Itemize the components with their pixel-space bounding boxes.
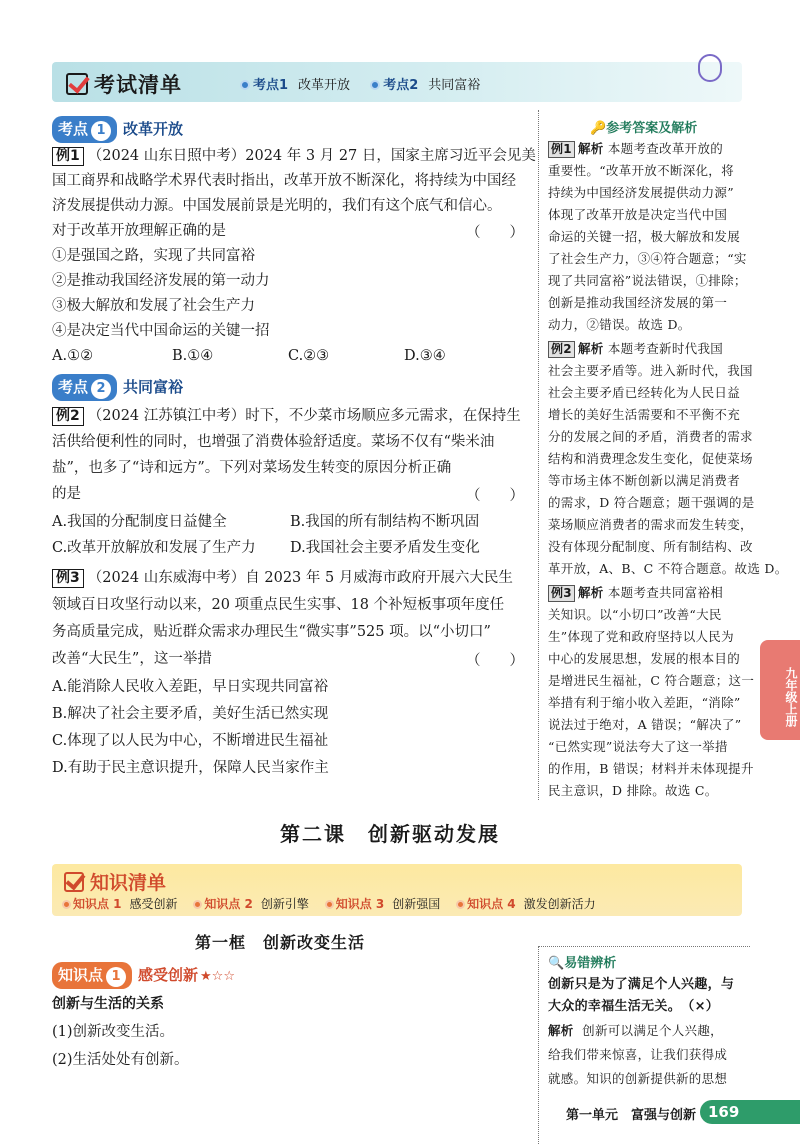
example-1-line: 国工商界和战略学术界代表时指出，改革开放不断深化，将持续为中国经	[52, 173, 516, 189]
kaodian-pill: 考点 2	[52, 374, 117, 401]
answer-1-line: 持续为中国经济发展提供动力源”	[548, 185, 734, 200]
example-tag: 例3	[52, 569, 84, 588]
knowledge-point-number: 1	[106, 967, 126, 987]
section-item: (2)生活处处有创新。	[52, 1052, 189, 1068]
error-analysis-heading: 🔍易错辨析	[548, 956, 617, 971]
checkbox-icon	[64, 872, 84, 892]
answer-2-line: 社会主要矛盾等。进入新时代，我国	[548, 363, 753, 378]
answer-1-line: 重要性。“改革开放不断深化，将	[548, 163, 734, 178]
choice-a: A.①②	[52, 348, 94, 364]
point-text: 共同富裕	[428, 78, 481, 93]
magnifier-icon: 🔍	[548, 956, 565, 971]
answer-3-line: 说法过于绝对，A 错误；“解决了”	[548, 717, 742, 732]
kaodian-1-heading	[52, 116, 183, 143]
paperclip-icon	[698, 54, 722, 82]
knowledge-point-1-heading	[52, 962, 235, 989]
answer-2-line: 增长的美好生活需要和不平衡不充	[548, 407, 741, 422]
kaodian-title: 共同富裕	[123, 378, 184, 396]
example-tag: 例2	[548, 341, 575, 358]
knowledge-point-title: 感受创新	[138, 966, 199, 984]
error-explain-line: 就感。知识的创新提供新的思想	[548, 1071, 728, 1086]
error-explain-line: 解析 创新可以满足个人兴趣，	[548, 1023, 723, 1038]
exam-list-banner	[52, 62, 742, 102]
error-statement: 大众的幸福生活无关。 （×）	[548, 999, 720, 1014]
answer-2-line: 例2 解析 本题考查新时代我国	[548, 340, 723, 358]
option-item: ①是强国之路，实现了共同富裕	[52, 248, 255, 264]
example-tag: 例3	[548, 585, 575, 602]
choice-b: B.我国的所有制结构不断巩固	[290, 514, 480, 530]
answer-2-line: 的需求，D 符合题意；题干强调的是	[548, 495, 755, 510]
choice-a: A.能消除人民收入差距，早日实现共同富裕	[52, 679, 329, 695]
answer-2-line: 社会主要矛盾已经转化为人民日益	[548, 385, 741, 400]
answer-1-line: 了社会生产力，③④符合题意；“实	[548, 251, 747, 266]
example-tag: 例2	[52, 407, 84, 426]
exam-points	[240, 74, 496, 93]
choice-c: C.②③	[288, 348, 330, 364]
choice-b: B.①④	[172, 348, 214, 364]
answer-1-line: 现了共同富裕”说法错误，①排除；	[548, 273, 747, 288]
error-explain-line: 给我们带来惊喜，让我们获得成	[548, 1047, 728, 1062]
example-3-line: 务高质量完成，贴近群众需求办理民生“微实事”525 项。以“小切口”	[52, 624, 491, 640]
page-number: 169	[700, 1100, 800, 1124]
example-3-line: 改善“大民生”，这一举措	[52, 651, 212, 667]
answer-1-line: 动力，②错误。故选 D。	[548, 317, 691, 332]
kaodian-number: 2	[91, 379, 111, 399]
answer-3-line: 举措有利于缩小收入差距，“消除”	[548, 695, 741, 710]
knowledge-point-pill: 知识点 1	[52, 962, 132, 989]
example-2-line: 的是	[52, 486, 81, 502]
answer-bracket: （ ）	[466, 488, 524, 504]
bullet-icon	[456, 900, 465, 909]
kaodian-number: 1	[91, 121, 111, 141]
error-statement: 创新只是为了满足个人兴趣，与	[548, 977, 735, 992]
answer-3-line: 的作用，B 错误；材料并未体现提升	[548, 761, 754, 776]
answer-2-line: 结构和消费理念发生变化，促使菜场	[548, 451, 753, 466]
answer-2-line: 没有体现分配制度、所有制结构、改	[548, 539, 753, 554]
example-tag: 例1	[52, 147, 84, 166]
answer-3-line: 是增进民生福祉，C 符合题意；这一	[548, 673, 755, 688]
exam-list-title	[66, 69, 182, 99]
example-1-line: 济发展提供动力源。中国发展前景是光明的，我们有这个底气和信心。	[52, 198, 502, 214]
answer-bracket: （ ）	[466, 225, 524, 241]
example-1-line: 对于改革开放理解正确的是	[52, 223, 226, 239]
footer-unit: 第一单元 富强与创新	[566, 1108, 697, 1123]
example-3-line: 领域百日攻坚行动以来，20 项重点民生实事、18 个补短板事项年度任	[52, 597, 505, 613]
answer-2-line: 分的发展之间的矛盾，消费者的需求	[548, 429, 753, 444]
choice-c: C.体现了以人民为中心，不断增进民生福祉	[52, 733, 329, 749]
answer-3-line: 生”体现了党和政府坚持以人民为	[548, 629, 734, 644]
section-heading: 创新与生活的关系	[52, 996, 164, 1012]
grade-side-tab[interactable]: 九年级上册	[760, 640, 800, 740]
choice-d: D.有助于民主意识提升，保障人民当家作主	[52, 760, 329, 776]
answer-2-line: 菜场顺应消费者的需求而发生转变，	[548, 517, 753, 532]
example-2-line: 例2 （2024 江苏镇江中考）时下，不少菜市场顺应多元需求，在保持生	[52, 406, 521, 426]
example-1-line: 例1 （2024 山东日照中考）2024 年 3 月 27 日，国家主席习近平会见美	[52, 146, 536, 166]
answer-2-line: 等市场主体不断创新以满足消费者	[548, 473, 741, 488]
key-icon: 🔑	[590, 121, 607, 136]
point-label: 考点2	[383, 78, 419, 93]
bullet-icon	[240, 80, 250, 90]
example-2-line: 盐”，也多了“诗和远方”。下列对菜场发生转变的原因分析正确	[52, 460, 452, 476]
example-3-line: 例3 （2024 山东威海中考）自 2023 年 5 月威海市政府开展六大民生	[52, 568, 513, 588]
answer-3-line: 例3 解析 本题考查共同富裕相	[548, 584, 723, 602]
choice-a: A.我国的分配制度日益健全	[52, 514, 227, 530]
choice-c: C.改革开放解放和发展了生产力	[52, 540, 256, 556]
point-label: 考点1	[253, 78, 289, 93]
option-item: ④是决定当代中国命运的关键一招	[52, 323, 270, 339]
kaodian-title: 改革开放	[123, 120, 184, 138]
frame-title: 第一框 创新改变生活	[195, 933, 366, 952]
answer-heading: 🔑参考答案及解析	[590, 121, 698, 136]
section-item: (1)创新改变生活。	[52, 1024, 175, 1040]
choice-d: D.③④	[404, 348, 446, 364]
answer-1-line: 创新是推动我国经济发展的第一	[548, 295, 728, 310]
answer-3-line: 民主意识，D 排除。故选 C。	[548, 783, 718, 798]
choice-b: B.解决了社会主要矛盾，美好生活已然实现	[52, 706, 329, 722]
difficulty-stars: ★☆☆	[200, 969, 235, 984]
choice-d: D.我国社会主要矛盾发生变化	[290, 540, 480, 556]
answer-1-line: 体现了改革开放是决定当代中国	[548, 207, 728, 222]
example-2-line: 活供给便利性的同时，也增强了消费体验舒适度。菜场不仅有“柴米油	[52, 434, 495, 450]
answer-bracket: （ ）	[466, 653, 524, 669]
answer-3-line: 中心的发展思想，发展的根本目的	[548, 651, 741, 666]
answer-1-line: 命运的关键一招，极大解放和发展	[548, 229, 741, 244]
exam-list-title-text: 考试清单	[94, 73, 182, 97]
bullet-icon	[325, 900, 334, 909]
option-item: ③极大解放和发展了社会生产力	[52, 298, 255, 314]
bullet-icon	[62, 900, 71, 909]
kaodian-2-heading	[52, 374, 183, 401]
answer-1-line: 例1 解析 本题考查改革开放的	[548, 140, 723, 158]
answer-3-line: “已然实现”说法夸大了这一举措	[548, 739, 728, 754]
kaodian-pill: 考点 1	[52, 116, 117, 143]
answer-2-line: 革开放，A、B、C 不符合题意。故选 D。	[548, 561, 788, 576]
example-tag: 例1	[548, 141, 575, 158]
checkbox-icon	[66, 73, 88, 95]
point-text: 改革开放	[298, 78, 351, 93]
lesson-title: 第二课 创新驱动发展	[280, 822, 500, 846]
knowledge-points: 知识点 1 感受创新 知识点 2 创新引擎 知识点 3 创新强国 知识点 4 激发创新活力	[62, 895, 608, 912]
knowledge-list-title: 知识清单	[64, 868, 166, 895]
bullet-icon	[370, 80, 380, 90]
option-item: ②是推动我国经济发展的第一动力	[52, 273, 270, 289]
knowledge-list-banner	[52, 864, 742, 916]
bullet-icon	[193, 900, 202, 909]
answer-3-line: 关知识。以“小切口”改善“大民	[548, 607, 722, 622]
